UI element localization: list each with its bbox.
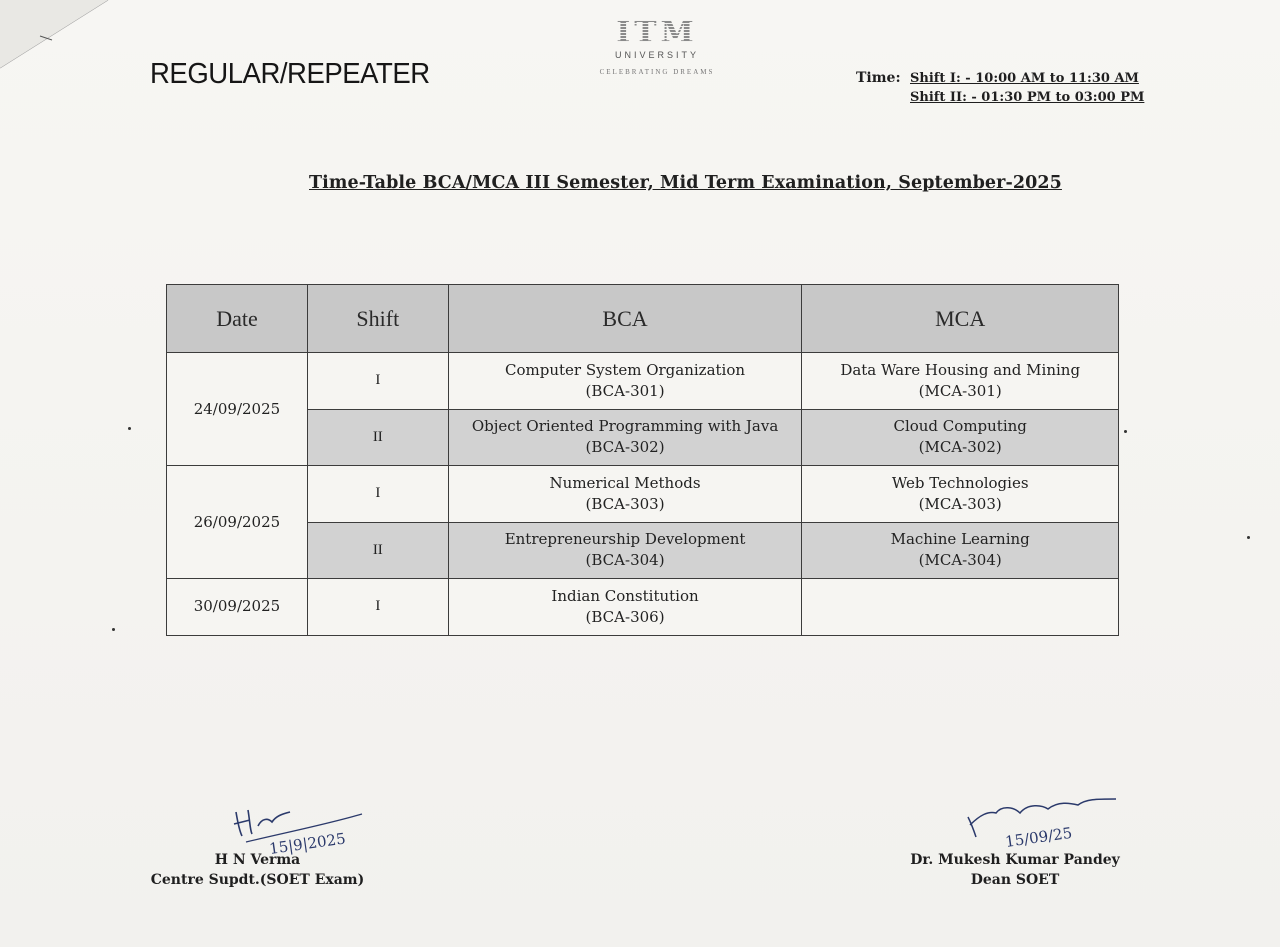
bca-subject-cell xyxy=(448,409,802,466)
mca-subject-cell xyxy=(802,353,1119,410)
right-signatory-block xyxy=(905,850,1125,890)
shift-cell: I xyxy=(307,353,448,410)
page-fold-mark xyxy=(0,0,110,70)
shift-cell: I xyxy=(307,466,448,523)
shift-cell: II xyxy=(307,522,448,579)
bca-subject-name: Indian Constitution xyxy=(551,586,699,605)
column-header-bca: BCA xyxy=(448,285,802,353)
date-cell: 26/09/2025 xyxy=(167,466,308,579)
scan-speck xyxy=(1124,430,1127,433)
scan-speck xyxy=(1247,536,1250,539)
timetable-title: Time-Table BCA/MCA III Semester, Mid Term Examination, September-2025 xyxy=(309,173,1062,193)
mca-subject-name: Web Technologies xyxy=(891,473,1029,492)
shift-cell: I xyxy=(307,579,448,636)
mca-subject-cell xyxy=(802,522,1119,579)
scan-speck xyxy=(112,628,115,631)
bca-subject-name: Computer System Organization xyxy=(505,360,746,379)
bca-subject-cell xyxy=(448,466,802,523)
right-signatory-title: Dean SOET xyxy=(970,872,1060,888)
shift-two-timing: Shift II: - 01:30 PM to 03:00 PM xyxy=(910,90,1145,105)
right-signatory-name: Dr. Mukesh Kumar Pandey xyxy=(910,852,1120,868)
svg-text:15/09/25: 15/09/25 xyxy=(1004,823,1074,851)
exam-timetable xyxy=(166,284,1119,636)
logo-university-text: UNIVERSITY xyxy=(614,50,699,60)
mca-subject-cell xyxy=(802,466,1119,523)
table-row xyxy=(167,466,1119,523)
table-row xyxy=(167,579,1119,636)
bca-subject-code: (BCA-303) xyxy=(585,494,665,513)
mca-subject-code: (MCA-301) xyxy=(918,381,1002,400)
mca-subject-code: (MCA-302) xyxy=(918,438,1002,457)
left-signatory-title: Centre Supdt.(SOET Exam) xyxy=(150,872,365,888)
right-handwritten-signature xyxy=(962,795,1122,855)
shift-cell: II xyxy=(307,409,448,466)
table-row xyxy=(167,353,1119,410)
bca-subject-code: (BCA-302) xyxy=(585,438,665,457)
mca-subject-name: Machine Learning xyxy=(890,530,1030,549)
mca-subject-name: Cloud Computing xyxy=(893,417,1027,436)
left-signatory-block xyxy=(150,850,365,890)
column-header-mca: MCA xyxy=(802,285,1119,353)
bca-subject-cell xyxy=(448,353,802,410)
bca-subject-code: (BCA-306) xyxy=(585,607,665,626)
time-label: Time: xyxy=(856,70,901,86)
mca-subject-code: (MCA-303) xyxy=(918,494,1002,513)
bca-subject-cell xyxy=(448,579,802,636)
table-row xyxy=(167,409,1119,466)
table-header-row xyxy=(167,285,1119,353)
mca-subject-name: Data Ware Housing and Mining xyxy=(840,360,1081,379)
date-cell: 30/09/2025 xyxy=(167,579,308,636)
column-header-date: Date xyxy=(167,285,308,353)
scan-speck xyxy=(128,427,131,430)
column-header-shift: Shift xyxy=(307,285,448,353)
mca-subject-cell xyxy=(802,409,1119,466)
bca-subject-code: (BCA-304) xyxy=(585,551,665,570)
bca-subject-code: (BCA-301) xyxy=(585,381,665,400)
logo-tagline: CELEBRATING DREAMS xyxy=(599,68,715,76)
bca-subject-name: Entrepreneurship Development xyxy=(504,530,746,549)
left-signatory-name: H N Verma xyxy=(214,852,301,868)
bca-subject-name: Numerical Methods xyxy=(549,473,701,492)
date-cell: 24/09/2025 xyxy=(167,353,308,466)
logo-mark: ITM xyxy=(582,18,732,48)
university-logo xyxy=(582,15,732,84)
exam-category-heading: REGULAR/REPEATER xyxy=(150,58,430,90)
mca-subject-cell xyxy=(802,579,1119,636)
bca-subject-name: Object Oriented Programming with Java xyxy=(471,417,779,436)
svg-text:15|9|2025: 15|9|2025 xyxy=(268,829,347,858)
mca-subject-code: (MCA-304) xyxy=(918,551,1002,570)
table-row xyxy=(167,522,1119,579)
bca-subject-cell xyxy=(448,522,802,579)
shift-one-timing: Shift I: - 10:00 AM to 11:30 AM xyxy=(910,71,1139,86)
